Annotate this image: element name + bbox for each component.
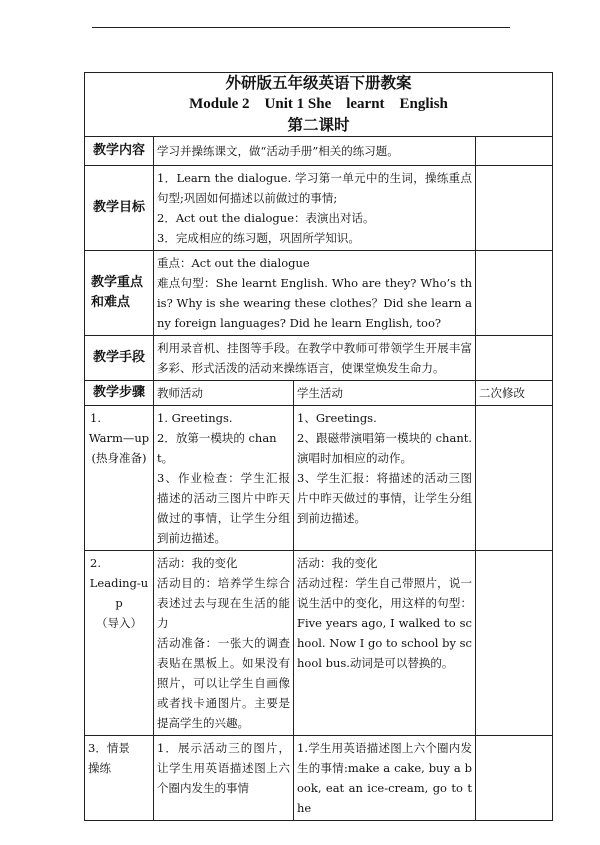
revision-header: 二次修改	[476, 381, 553, 406]
step-revision	[476, 551, 553, 736]
lesson-number: 第二课时	[287, 116, 350, 134]
key-point: 重点：Act out the dialogue	[157, 256, 310, 270]
step-row-warmup	[85, 406, 553, 551]
content-row	[85, 137, 553, 166]
activity-item: 1、Greetings.	[297, 411, 377, 425]
header-rule	[92, 27, 510, 28]
means-row	[85, 336, 553, 381]
goal-item: 3．完成相应的练习题，巩固所学知识。	[157, 231, 360, 245]
activity-item: 活动过程：学生自己带照片，说一说生活中的变化，用这样的句型：Five years ago, I walked to school. Now I go to school by school bus.动词是可以替换的。	[297, 576, 472, 670]
step-subtitle: (热身准备)	[91, 451, 147, 465]
content-label: 教学内容	[85, 137, 154, 166]
step-name	[85, 736, 154, 821]
activity-item: 1.学生用英语描述图上六个圈内发生的事情:make a cake, buy a book, eat an ice-cream, go to the	[297, 741, 472, 815]
activity-item: 活动准备：一张大的调查表贴在黑板上。如果没有照片，可以让学生自画像或者找卡通图片。主要是提高学生的兴趣。	[157, 636, 290, 730]
teacher-activity	[154, 736, 294, 821]
goal-item: 1．Learn the dialogue. 学习第一单元中的生词，操练重点句型;巩固如何描述以前做过的事情;	[157, 171, 472, 205]
steps-header-row	[85, 381, 553, 406]
student-activity	[294, 551, 476, 736]
activity-item: 3、作业检查：学生汇报描述的活动三图片中昨天做过的事情，让学生分组到前边描述。	[157, 471, 290, 545]
means-revision	[476, 336, 553, 381]
activity-item: 1．展示活动三的图片，让学生用英语描述图上六个圈内发生的事情	[157, 741, 290, 795]
goals-label: 教学目标	[85, 166, 154, 251]
activity-item: 活动：我的变化	[157, 556, 238, 570]
title-block	[85, 73, 553, 137]
step-number: 2.	[90, 556, 101, 570]
teacher-activity	[154, 406, 294, 551]
step-revision	[476, 736, 553, 821]
step-name	[85, 406, 154, 551]
steps-label: 教学步骤	[85, 381, 154, 406]
step-row-practice	[85, 736, 553, 821]
teacher-activity-header: 教师活动	[154, 381, 294, 406]
module-title: Module 2 Unit 1 She learnt English	[189, 96, 448, 112]
activity-item: 活动：我的变化	[297, 556, 378, 570]
student-activity	[294, 406, 476, 551]
teacher-activity	[154, 551, 294, 736]
content-text: 学习并操练课文，做“活动手册”相关的练习题。	[154, 137, 476, 166]
activity-item: 3、学生汇报：将描述的活动三图片中昨天做过的事情，让学生分组到前边描述。	[297, 471, 472, 525]
step-number: 1.	[90, 411, 101, 425]
step-revision	[476, 406, 553, 551]
activity-item: 1. Greetings.	[157, 411, 233, 425]
step-title: Warm—up	[88, 431, 150, 445]
step-subtitle: 操练	[88, 761, 111, 775]
student-activity	[294, 736, 476, 821]
key-points-label: 教学重点和难点	[85, 251, 154, 336]
goal-item: 2．Act out the dialogue：表演出对话。	[157, 211, 375, 225]
key-points-text	[154, 251, 476, 336]
content-revision	[476, 137, 553, 166]
student-activity-header: 学生活动	[294, 381, 476, 406]
document-title: 外研版五年级英语下册教案	[225, 74, 412, 92]
title-row	[85, 73, 553, 137]
activity-item: 2．放第一模块的 chant。	[157, 431, 277, 465]
key-points-row	[85, 251, 553, 336]
lesson-plan-table	[84, 72, 553, 821]
activity-item: 活动目的：培养学生综合表述过去与现在生活的能力	[157, 576, 290, 630]
goals-row	[85, 166, 553, 251]
step-subtitle: （导入）	[96, 616, 142, 630]
goals-text	[154, 166, 476, 251]
step-name	[85, 551, 154, 736]
key-points-revision	[476, 251, 553, 336]
goals-revision	[476, 166, 553, 251]
step-title: 3．情景	[88, 741, 130, 755]
difficult-point: 难点句型：She learnt English. Who are they? Who’s this? Why is she wearing these clothes？Did she learn any foreign languages? Did he learn English, too?	[157, 276, 472, 330]
activity-item: 2、跟磁带演唱第一模块的 chant. 演唱时加相应的动作。	[297, 431, 472, 465]
step-row-leading-up	[85, 551, 553, 736]
means-label: 教学手段	[85, 336, 154, 381]
step-title: Leading-up	[89, 576, 149, 610]
means-text: 利用录音机、挂图等手段。在教学中教师可带领学生开展丰富多彩、形式活泼的活动来操练语言，使课堂焕发生命力。	[154, 336, 476, 381]
